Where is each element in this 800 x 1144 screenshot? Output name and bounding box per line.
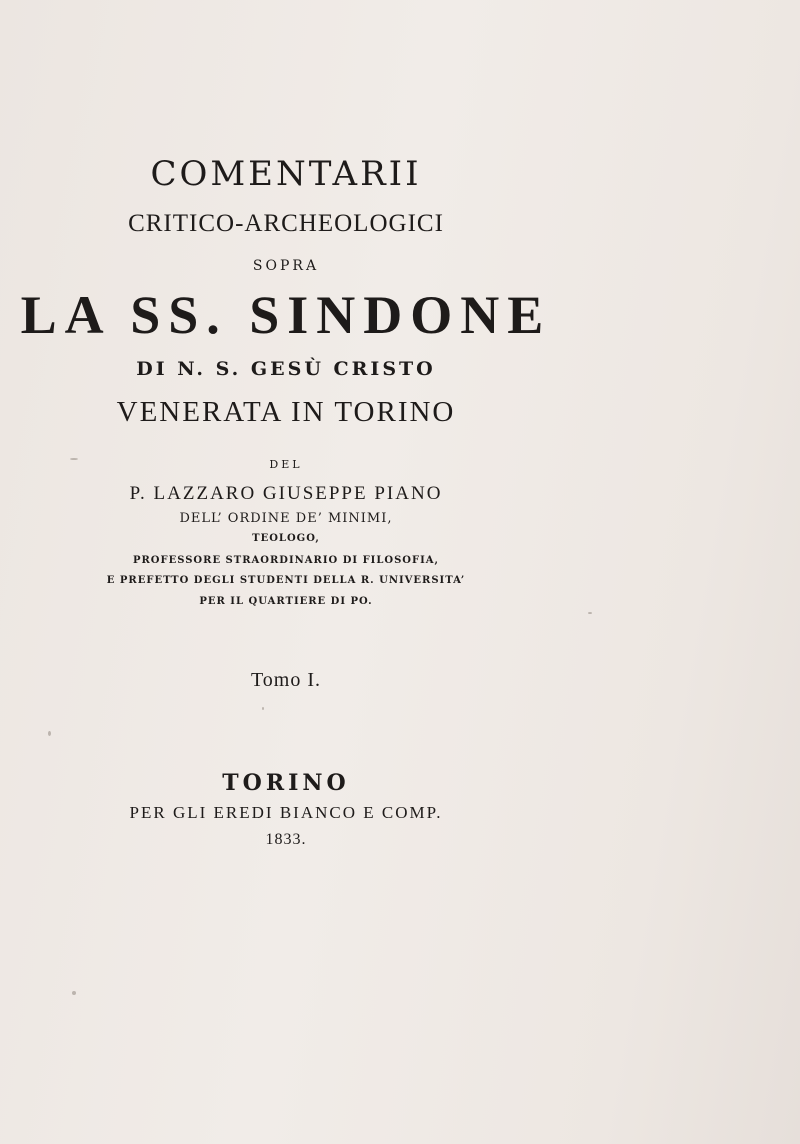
title-comentarii: COMENTARII bbox=[150, 154, 422, 194]
author-name: P. LAZZARO GIUSEPPE PIANO bbox=[129, 483, 443, 504]
title-gesu-cristo: DI N. S. GESÙ CRISTO bbox=[136, 358, 436, 380]
paper-speck bbox=[588, 612, 592, 614]
title-sindone: LA SS. SINDONE bbox=[20, 285, 552, 345]
author-role-professore: PROFESSORE STRAORDINARIO DI FILOSOFIA, bbox=[132, 555, 440, 566]
author-role-prefetto: E PREFETTO DEGLI STUDENTI DELLA R. UNIVERSITA’ bbox=[106, 575, 466, 586]
by-line: DEL bbox=[269, 458, 303, 471]
paper-speck bbox=[72, 991, 76, 995]
author-order: DELL’ ORDINE DE’ MINIMI, bbox=[179, 511, 393, 526]
paper-speck bbox=[70, 458, 78, 460]
author-role-teologo: TEOLOGO, bbox=[252, 533, 320, 544]
imprint-publisher: PER GLI EREDI BIANCO E COMP. bbox=[129, 803, 443, 822]
paper-speck bbox=[262, 707, 264, 710]
title-venerata: VENERATA IN TORINO bbox=[116, 396, 456, 428]
author-role-quartiere: PER IL QUARTIERE DI PO. bbox=[199, 596, 373, 607]
title-sopra: SOPRA bbox=[252, 258, 320, 274]
paper-speck bbox=[48, 731, 51, 736]
imprint-city: TORINO bbox=[222, 770, 350, 796]
volume-number: Tomo I. bbox=[250, 669, 322, 691]
title-critico-archeologici: CRITICO-ARCHEOLOGICI bbox=[128, 210, 444, 237]
imprint-year: 1833. bbox=[265, 831, 307, 848]
